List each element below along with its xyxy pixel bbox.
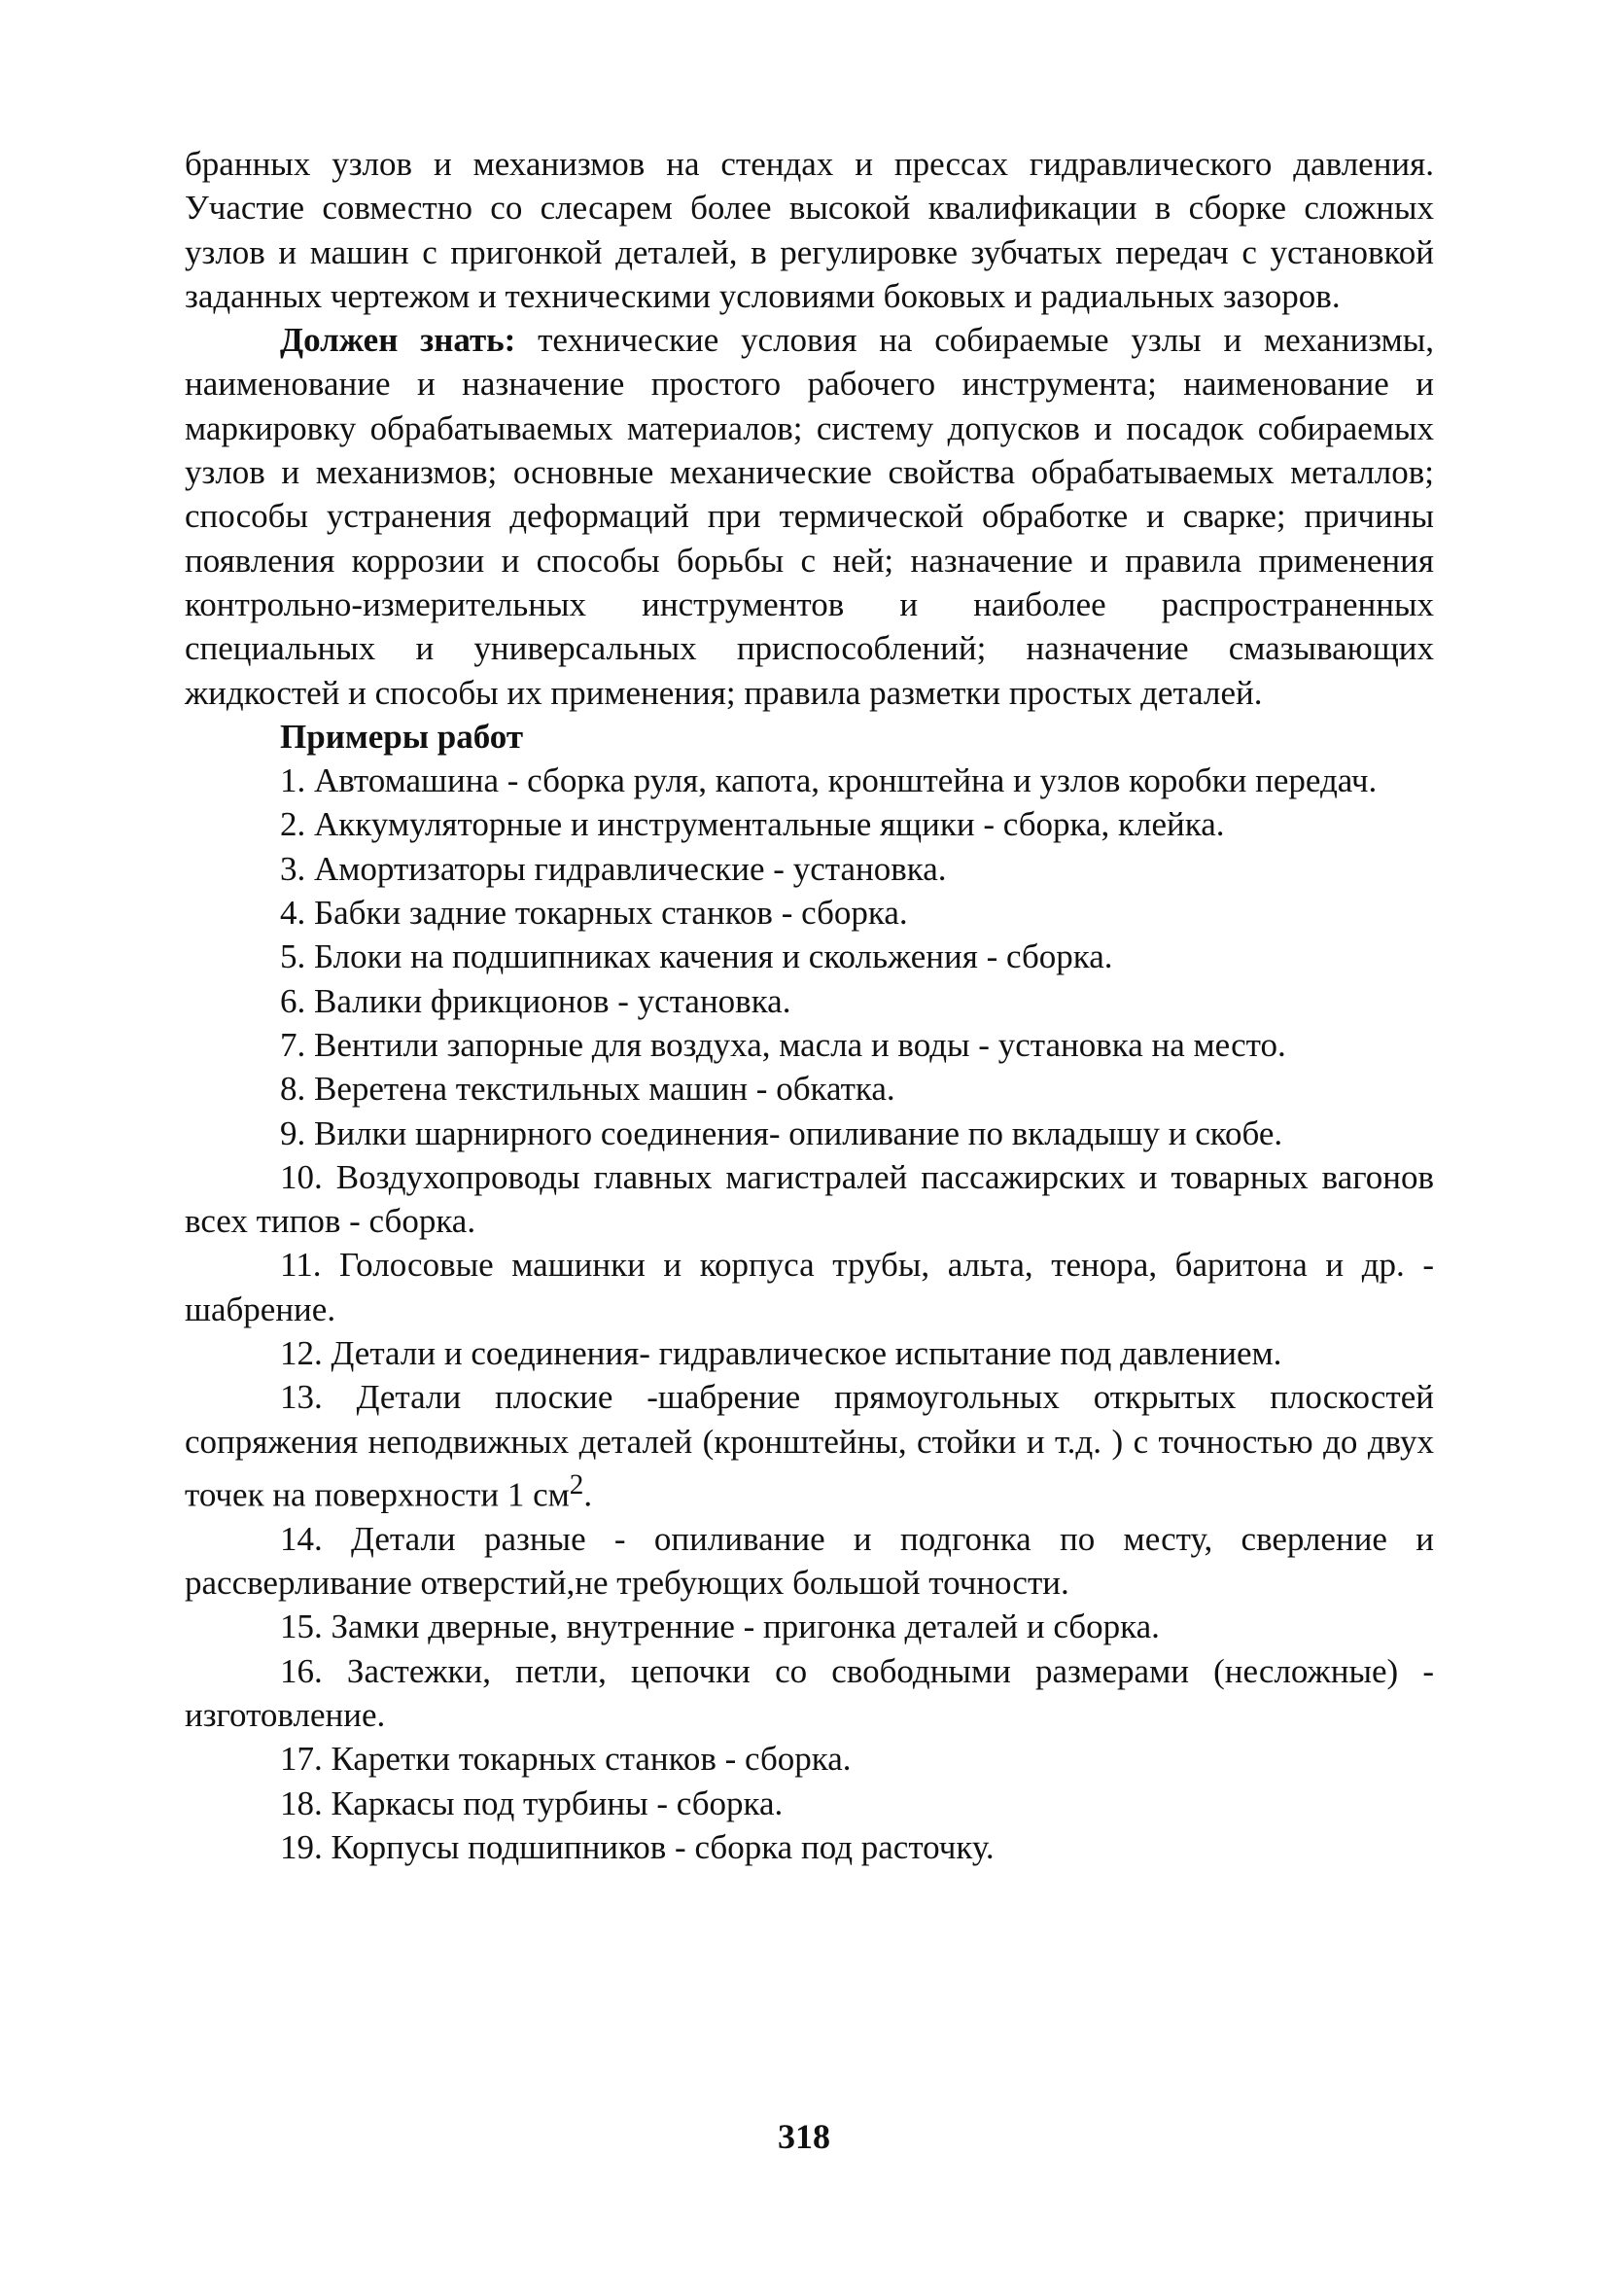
list-item: 11. Голосовые машинки и корпуса трубы, альта, тенора, баритона и др. - шабрение. xyxy=(185,1246,1434,1328)
examples-heading: Примеры работ xyxy=(280,717,524,756)
list-item: 9. Вилки шарнирного соединения- опиливание по вкладышу и скобе. xyxy=(280,1113,1283,1152)
list-item: 6. Валики фрикционов - установка. xyxy=(280,981,791,1020)
paragraph-must-know xyxy=(185,318,1434,715)
list-item: 3. Амортизаторы гидравлические - установка. xyxy=(280,849,947,888)
must-know-text: технические условия на собираемые узлы и механизмы, наименование и назначение простого рабочего инструмента; наименование и маркировку обрабатываемых материалов; систему допусков и посадок собираемых узлов и механизмов; основные механические свойства обрабатываемых металлов; способы устранения деформаций при термической обработке и сварке; причины появления коррозии и способы борьбы с ней; назначение и правила применения контрольно-измерительных инструментов и наиболее распространенных специальных и универсальных приспособлений; назначение смазывающих жидкостей и способы их применения; правила разметки простых деталей. xyxy=(185,321,1434,712)
list-item: 14. Детали разные - опиливание и подгонка по месту, сверление и рассверливание отверстий,не требующих большой точности. xyxy=(185,1519,1434,1603)
superscript-2: 2 xyxy=(569,1468,584,1501)
list-item: 1. Автомашина - сборка руля, капота, кронштейна и узлов коробки передач. xyxy=(280,761,1378,800)
document-body xyxy=(185,142,1434,1869)
list-item: 10. Воздухопроводы главных магистралей пассажирских и товарных вагонов всех типов - сборка. xyxy=(185,1157,1434,1241)
list-item: 16. Застежки, петли, цепочки со свободными размерами (несложные) - изготовление. xyxy=(185,1651,1434,1735)
list-item: 17. Каретки токарных станков - сборка. xyxy=(280,1740,852,1779)
list-item-13 xyxy=(185,1375,1434,1517)
list-item: 7. Вентили запорные для воздуха, масла и воды - установка на место. xyxy=(280,1025,1286,1064)
must-know-label: Должен знать: xyxy=(280,321,516,360)
list-item-13-text: 13. Детали плоские -шабрение прямоугольных открытых плоскостей сопряжения неподвижных деталей (кронштейны, стойки и т.д. ) с точностью до двух точек на поверхности 1 см xyxy=(185,1378,1434,1514)
list-item: 12. Детали и соединения- гидравлическое испытание под давлением. xyxy=(280,1334,1282,1373)
list-item-13-tail: . xyxy=(583,1475,593,1514)
list-item: 8. Веретена текстильных машин - обкатка. xyxy=(280,1070,895,1109)
list-item: 18. Каркасы под турбины - сборка. xyxy=(280,1784,784,1822)
list-item: 19. Корпусы подшипников - сборка под расточку. xyxy=(280,1827,995,1866)
list-item: 2. Аккумуляторные и инструментальные ящики - сборка, клейка. xyxy=(280,805,1225,844)
list-item: 4. Бабки задние токарных станков - сборка. xyxy=(280,894,908,933)
page-number: 318 xyxy=(778,2117,830,2156)
paragraph-continuation: бранных узлов и механизмов на стендах и прессах гидравлического давления. Участие совместно со слесарем более высокой квалификации в сборке сложных узлов и машин с пригонкой деталей, в регулировке зубчатых передач с установкой заданных чертежом и техническими условиями боковых и радиальных зазоров. xyxy=(185,145,1434,315)
list-item: 5. Блоки на подшипниках качения и скольжения - сборка. xyxy=(280,937,1113,976)
list-item: 15. Замки дверные, внутренние - пригонка деталей и сборка. xyxy=(280,1607,1160,1646)
